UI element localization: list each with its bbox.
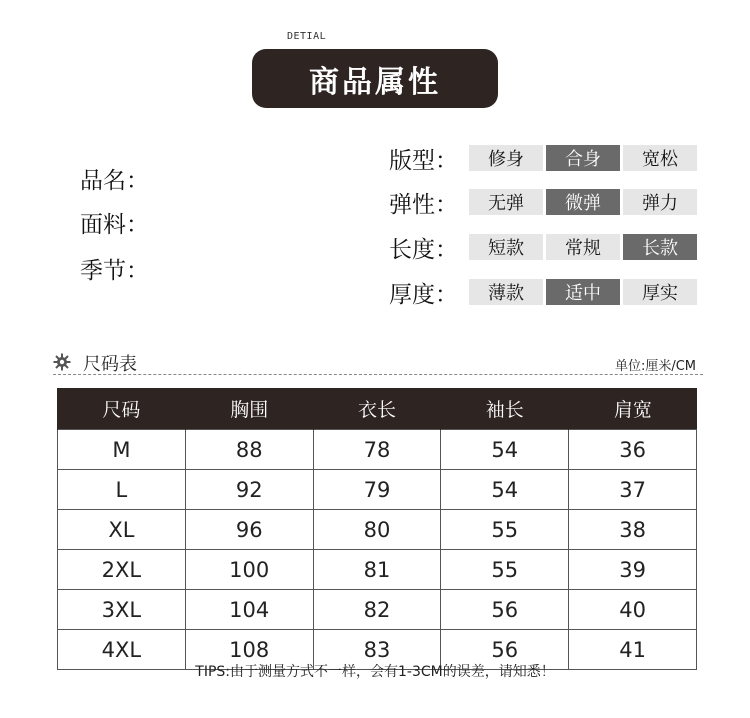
table-cell: 80 — [313, 510, 441, 550]
attribute-name: 弹性： — [389, 191, 458, 218]
attribute-row — [389, 234, 697, 263]
attribute-option: 薄款 — [469, 279, 543, 305]
attribute-option: 宽松 — [623, 145, 697, 171]
table-cell: 41 — [569, 630, 697, 670]
attribute-name: 厚度： — [389, 281, 458, 308]
attribute-row — [389, 145, 697, 174]
attribute-name: 长度： — [389, 236, 458, 263]
table-header-row — [58, 388, 697, 430]
table-cell: 3XL — [58, 590, 186, 630]
attribute-option: 修身 — [469, 145, 543, 171]
table-cell: 55 — [441, 550, 569, 590]
divider — [53, 374, 703, 375]
table-header-cell: 胸围 — [185, 388, 313, 430]
table-cell: 39 — [569, 550, 697, 590]
attribute-option: 合身 — [546, 145, 620, 171]
table-cell: 56 — [441, 590, 569, 630]
attribute-option: 常规 — [546, 234, 620, 260]
attribute-option: 短款 — [469, 234, 543, 260]
table-cell: 92 — [185, 470, 313, 510]
attribute-name: 版型： — [389, 147, 458, 174]
table-cell: XL — [58, 510, 186, 550]
unit-label: 单位:厘米/CM — [614, 359, 696, 374]
section-title-banner — [252, 49, 498, 108]
table-header-cell: 衣长 — [313, 388, 441, 430]
table-cell: 79 — [313, 470, 441, 510]
table-cell: 108 — [185, 630, 313, 670]
section-title: 商品属性 — [309, 64, 441, 100]
fabric-label: 面料： — [80, 212, 149, 238]
size-chart-header — [53, 350, 703, 374]
table-row — [58, 430, 697, 470]
table-header-cell: 袖长 — [441, 388, 569, 430]
table-row — [58, 470, 697, 510]
season-label: 季节： — [80, 258, 149, 284]
table-cell: 37 — [569, 470, 697, 510]
table-cell: 2XL — [58, 550, 186, 590]
detail-label: DETIAL — [287, 31, 327, 42]
table-cell: 81 — [313, 550, 441, 590]
attribute-option: 长款 — [623, 234, 697, 260]
product-name-label: 品名： — [80, 168, 149, 194]
table-cell: 4XL — [58, 630, 186, 670]
table-cell: M — [58, 430, 186, 470]
size-chart-title: 尺码表 — [83, 354, 137, 375]
table-cell: 38 — [569, 510, 697, 550]
table-cell: 54 — [441, 430, 569, 470]
attribute-option: 无弹 — [469, 189, 543, 215]
table-cell: 36 — [569, 430, 697, 470]
table-header-cell: 尺码 — [58, 388, 186, 430]
size-table — [57, 388, 697, 670]
table-cell: 100 — [185, 550, 313, 590]
attribute-option: 适中 — [546, 279, 620, 305]
attribute-option: 弹力 — [623, 189, 697, 215]
attribute-row — [389, 279, 697, 308]
gear-icon — [53, 353, 71, 371]
table-cell: 88 — [185, 430, 313, 470]
table-row — [58, 510, 697, 550]
table-row — [58, 550, 697, 590]
table-row — [58, 590, 697, 630]
table-cell: 82 — [313, 590, 441, 630]
table-cell: 96 — [185, 510, 313, 550]
table-cell: 54 — [441, 470, 569, 510]
table-header-cell: 肩宽 — [569, 388, 697, 430]
attribute-option: 微弹 — [546, 189, 620, 215]
table-cell: 40 — [569, 590, 697, 630]
table-cell: 104 — [185, 590, 313, 630]
table-cell: 55 — [441, 510, 569, 550]
attribute-option: 厚实 — [623, 279, 697, 305]
attribute-row — [389, 189, 697, 218]
tips-text: TIPS:由于测量方式不一样，会有1-3CM的误差，请知悉！ — [195, 664, 555, 680]
table-cell: 78 — [313, 430, 441, 470]
table-cell: 56 — [441, 630, 569, 670]
table-cell: 83 — [313, 630, 441, 670]
table-cell: L — [58, 470, 186, 510]
